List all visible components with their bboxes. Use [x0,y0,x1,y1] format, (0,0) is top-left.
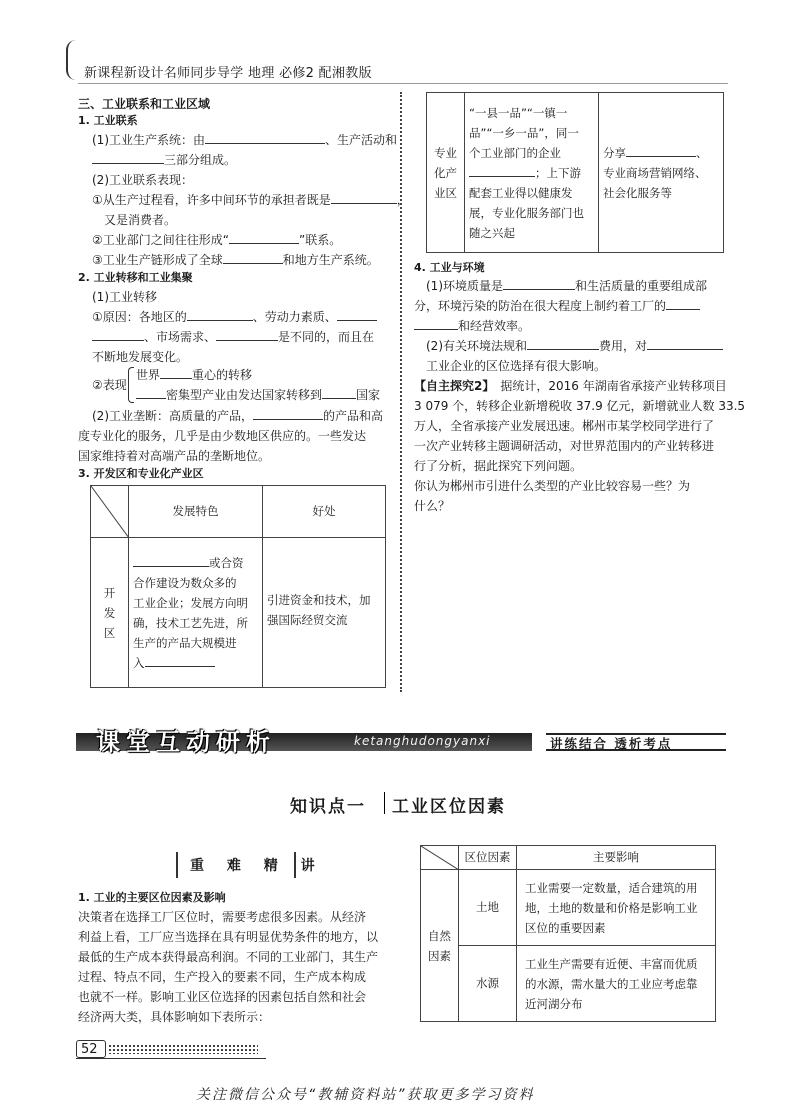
text: 重心的转移 [192,368,253,382]
knowledge-point-title: 工业区位因素 [392,797,506,817]
book-title: 新课程新设计名师同步导学 地理 必修2 配湘教版 [84,66,372,81]
row-label-specialized [427,93,465,253]
blank[interactable] [92,327,144,341]
column-divider [400,92,402,692]
s1-line-1 [92,130,397,150]
blank[interactable] [666,296,700,310]
s4-line-2 [414,296,700,316]
factor-effect [517,946,716,1022]
s1-line-4 [92,190,409,210]
explore-line-5: 行了分析，据此探究下列问题。 [414,459,583,473]
para-line: 利益上看，工厂应当选择在具有明显优势条件的地方，以 [78,930,379,944]
s2-line-7 [92,406,383,426]
feature-line: 确，技术工艺先进，所 [133,615,248,630]
para-line: 也就不一样。影响工业区位选择的因素包括自然和社会 [78,990,367,1004]
text: (2)有关环境法规和 [426,339,527,353]
para-line: 最低的生产成本获得最高利润。不同的工业部门，其生产 [78,950,379,964]
effect-line: 工业生产需要有近便、丰富而优质 [525,956,698,971]
feature-line: 展，专业化服务部门也 [469,205,584,220]
text: 密集型产业由发达国家转移到 [166,388,323,402]
explore-line-7: 什么？ [414,499,451,513]
blank[interactable] [229,230,299,244]
s1-line-6 [92,230,341,250]
header-rule [78,83,728,84]
s1-title: 1. 工业联系 [78,114,138,127]
s2-title: 2. 工业转移和工业集聚 [78,271,193,284]
text: 、生产活动和 [325,133,398,147]
factor-name: 土地 [459,870,517,946]
text: ②工业部门之间往往形成“ [92,233,229,247]
benefit-line: 专业商场营销网络、 [603,165,707,180]
blank[interactable] [253,406,323,420]
benefit-line: 强国际经贸交流 [267,613,348,627]
blank[interactable] [216,327,278,341]
col-header-feature: 发展特色 [129,486,263,538]
blank[interactable] [626,143,696,157]
banner-pinyin: ketanghudongyanxi [354,734,491,748]
text: (2)工业垄断：高质量的产品， [92,409,253,423]
blank[interactable] [527,336,599,350]
s2-line-2 [92,307,377,327]
text: 费用，对 [599,339,648,353]
s4-line-1 [426,276,707,296]
devzone-table [90,485,386,688]
cell-feature [465,93,599,253]
text: 和地方生产系统。 [282,253,379,267]
text: 分享 [603,145,626,160]
diag-cell [421,846,459,870]
blank[interactable] [503,276,575,290]
effect-line: 的水源，需水量大的工业应考虑靠 [525,976,698,991]
cell-benefit [599,93,724,253]
feature-line [133,553,258,573]
blank[interactable] [92,150,164,164]
effect-line: 区位的重要因素 [525,920,606,935]
text: 、市场需求、 [144,330,217,344]
diag-cell [91,486,129,538]
s2-line-5b [136,365,252,385]
key-points-label: 重 难 精 讲 [190,858,324,874]
blank[interactable] [133,553,209,567]
feature-line: 合作建设为数众多的 [133,575,237,590]
effect-line: 地，土地的数量和价格是影响工业 [525,900,698,915]
factor-name: 水源 [459,946,517,1022]
feature-line: 随之兴起 [469,225,515,240]
effect-line: 近河湖分布 [525,996,583,1011]
banner-tagline: 讲练结合 透析考点 [550,736,673,751]
col-header-effect: 主要影响 [517,846,716,870]
text: (1)工业生产系统：由 [92,133,205,147]
footer-dots [108,1044,258,1054]
s1-line-3: (2)工业联系表现： [92,173,193,187]
s4-title: 4. 工业与环境 [414,261,485,274]
benefit-line: 引进资金和技术，加 [267,593,371,607]
blank[interactable] [136,385,166,399]
blank[interactable] [205,130,325,144]
feature-line: 品”“一乡一品”，同一 [469,125,579,140]
text: 的产品和高 [323,409,384,423]
blank[interactable] [223,250,283,264]
diagonal-line [421,846,459,870]
text: 三部分组成。 [164,153,237,167]
blank[interactable] [469,163,535,177]
brace [128,367,134,403]
text: ①原因：各地区的 [92,310,187,324]
feature-line: 工业企业；发展方向明 [133,595,248,610]
feature-line: 个工业部门的企业 [469,145,561,160]
s2-line-8: 度专业化的服务，几乎是由少数地区供应的。一些发达 [78,429,367,443]
text: ③工业生产链形成了全球 [92,253,223,267]
text: 和生活质量的重要组成部 [575,279,708,293]
factor-effect [517,870,716,946]
text: 或合资 [209,555,244,570]
text: 是不同的，而且在 [278,330,375,344]
feature-line [469,163,594,183]
s2-line-9: 国家维持着对高端产品的垄断地位。 [78,449,271,463]
footer-note: 关注微信公众号“教辅资料站”获取更多学习资料 [196,1087,535,1103]
s4-line-3 [414,316,530,336]
feature-line: 配套工业得以健康发 [469,185,573,200]
s4-line-4 [426,336,723,356]
text: ”联系。 [298,233,342,247]
s2-line-5a: ②表现 [92,378,127,392]
specialized-zone-table [426,92,724,253]
benefit-line [603,143,719,163]
text: 国家 [356,388,381,402]
explore-line-1 [414,376,727,396]
text: 、 [696,145,708,160]
explore-line-2: 3 079 个，转移企业新增税收 37.9 亿元，新增就业人数 33.5 [414,399,746,413]
s1-line-7 [92,250,379,270]
section-title: 三、工业联系和工业区域 [78,97,211,111]
text: ， [396,193,409,207]
footer-rule [76,1058,266,1059]
blank[interactable] [647,336,723,350]
explore-line-6: 你认为郴州市引进什么类型的产业比较容易一些？为 [414,479,691,493]
text: 入 [133,655,145,670]
col-header-benefit: 好处 [263,486,386,538]
effect-line: 工业需要一定数量，适合建筑的用 [525,880,698,895]
feature-line: 生产的产品大规模进 [133,635,237,650]
benefit-line: 社会化服务等 [603,185,672,200]
text: ①从生产过程看，许多中间环节的承担者既是 [92,193,331,207]
page-number: 52 [81,1042,98,1057]
cell-benefit [263,538,386,688]
para-line: 过程、特点不同，生产投入的要素不同，生产成本构成 [78,970,367,984]
cell-feature [129,538,263,688]
feature-line [133,653,258,673]
diagonal-line [91,486,129,538]
banner-title: 课堂互动研析 [96,728,276,756]
blank[interactable] [414,316,458,330]
blank[interactable] [145,653,215,667]
blank[interactable] [331,190,397,204]
explore-line-4: 一次产业转移主题调研活动，对世界范围内的产业转移进 [414,439,715,453]
text: 和经营效率。 [458,319,531,333]
col-header-factor: 区位因素 [459,846,517,870]
s2-line-6 [136,385,380,405]
blank[interactable] [187,307,253,321]
text: 、劳动力素质、 [252,310,337,324]
factor-table [420,845,716,1022]
s2-line-4: 不断地发展变化。 [92,350,189,364]
explore-label: 【自主探究2】 [414,379,495,393]
para-line: 决策者在选择工厂区位时，需要考虑很多因素。从经济 [78,910,367,924]
s4-line-5: 工业企业的区位选择有很大影响。 [426,359,607,373]
blank[interactable] [322,385,356,399]
text: (1)环境质量是 [426,279,503,293]
explore-line-3: 万人，全省承接产业发展迅速。郴州市某学校同学进行了 [414,419,715,433]
factor-heading: 1. 工业的主要区位因素及影响 [78,891,226,904]
s2-line-1: (1)工业转移 [92,290,157,304]
text: 世界 [136,368,161,382]
label-line: 业区 [434,185,457,200]
label-line: 专业 [434,145,457,160]
row-label-devzone: 开 发 区 [91,538,129,688]
text: 分，环境污染的防治在很大程度上制约着工厂的 [414,299,667,313]
s1-line-5: 又是消费者。 [104,213,177,227]
blank[interactable] [337,307,377,321]
s1-line-2 [92,150,236,170]
label-line: 化产 [434,165,457,180]
para-line: 经济两大类，具体影响如下表所示： [78,1010,271,1024]
feature-line: “一县一品”“一镇一 [469,105,568,120]
s2-line-3 [92,327,374,347]
header-bracket [66,40,76,80]
title-separator [384,792,385,814]
row-group-natural: 自然 因素 [421,870,459,1022]
knowledge-point-number: 知识点一 [290,797,366,817]
s3-title: 3. 开发区和专业化产业区 [78,467,204,480]
text: ；上下游 [535,165,581,180]
text: 据统计，2016 年湖南省承接产业转移项目 [500,379,727,393]
blank[interactable] [160,365,192,379]
